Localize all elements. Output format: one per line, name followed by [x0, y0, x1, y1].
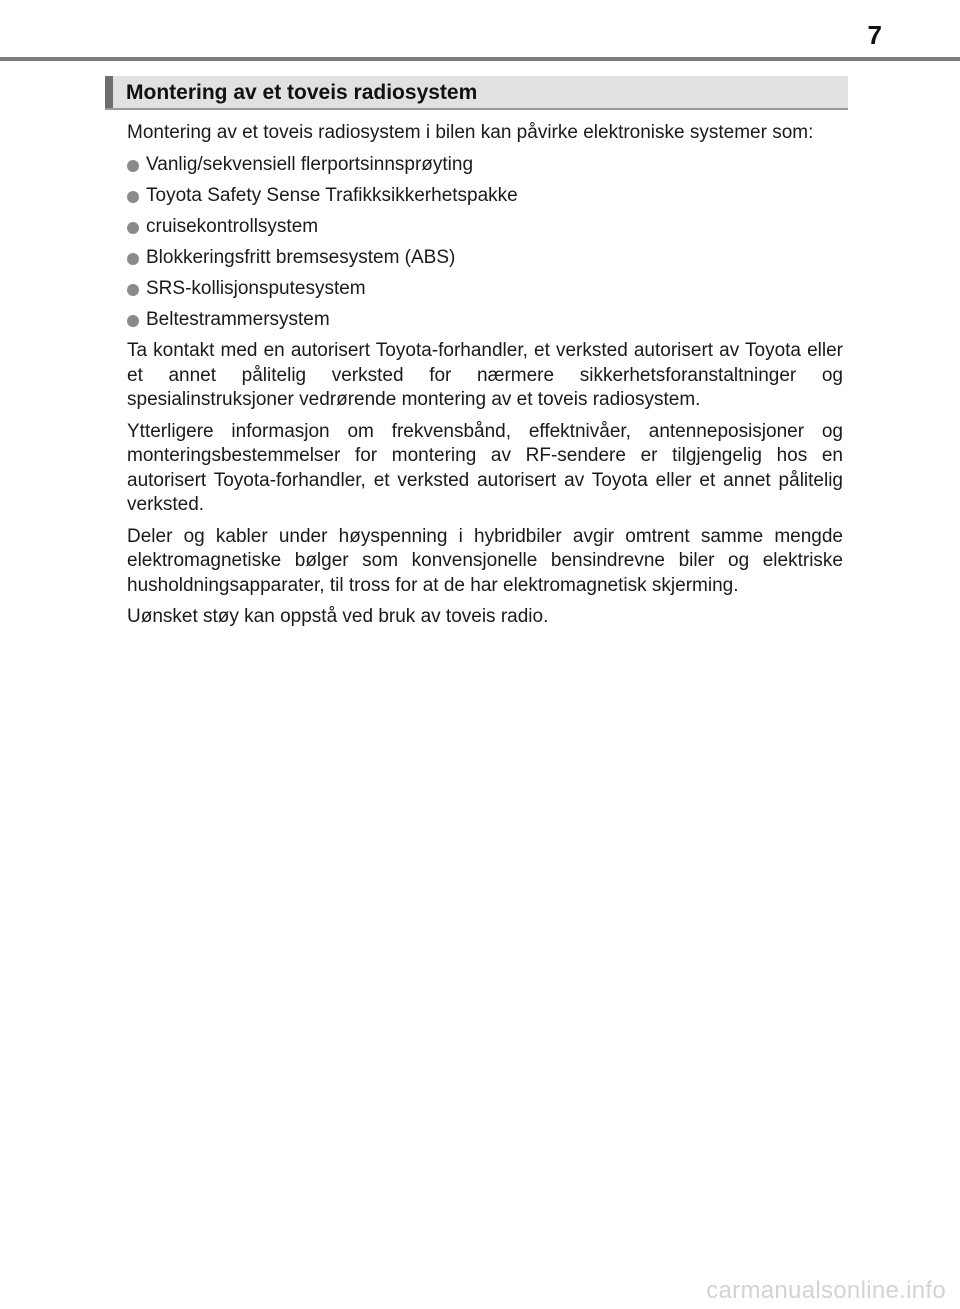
page-number: 7 — [867, 20, 882, 50]
dealer-contact-paragraph: Ta kontakt med en autorisert Toyota-forhandler, et verksted autorisert av Toyota eller et annet pålitelig verksted for nærmere sikkerhetsforanstaltninger og spesialinstruksjoner vedrørende montering av et toveis radiosystem. — [127, 340, 843, 410]
noise-paragraph: Uønsket støy kan oppstå ved bruk av toveis radio. — [127, 606, 549, 627]
body-content — [127, 121, 843, 637]
intro-paragraph: Montering av et toveis radiosystem i bilen kan påvirke elektroniske systemer som: — [127, 122, 814, 143]
bullet-icon — [127, 160, 139, 172]
list-item — [127, 153, 843, 178]
bullet-icon — [127, 222, 139, 234]
list-item — [127, 184, 843, 209]
bullet-icon — [127, 315, 139, 327]
bullet-icon — [127, 284, 139, 296]
section-header — [105, 76, 848, 110]
list-item — [127, 246, 843, 271]
top-rule — [0, 57, 960, 61]
frequency-info-paragraph: Ytterligere informasjon om frekvensbånd, effektnivåer, antenneposisjoner og monteringsbestemmelser for montering av RF-sendere er tilgjengelig hos en autorisert Toyota-forhandler, et verksted autorisert av Toyota eller et annet pålitelig verksted. — [127, 420, 843, 515]
list-item — [127, 277, 843, 302]
bullet-icon — [127, 253, 139, 265]
list-item-text: Blokkeringsfritt bremsesystem (ABS) — [146, 246, 456, 268]
list-item — [127, 308, 843, 333]
list-item-text: Toyota Safety Sense Trafikksikkerhetspakke — [146, 184, 518, 206]
list-item — [127, 215, 843, 240]
section-header-accent-bar — [105, 76, 113, 108]
list-item-text: Vanlig/sekvensiell flerportsinnsprøyting — [146, 153, 474, 175]
bullet-icon — [127, 191, 139, 203]
affected-systems-list — [127, 153, 843, 333]
list-item-text: SRS-kollisjonsputesystem — [146, 277, 366, 299]
list-item-text: Beltestrammersystem — [146, 308, 330, 330]
list-item-text: cruisekontrollsystem — [146, 215, 319, 237]
watermark: carmanualsonline.info — [706, 1277, 946, 1304]
high-voltage-paragraph: Deler og kabler under høyspenning i hybridbiler avgir omtrent samme mengde elektromagnetiske bølger som konvensjonelle bensindrevne biler og elektriske husholdningsapparater, til tross for at de har elektromagnetisk skjerming. — [127, 525, 843, 596]
section-title: Montering av et toveis radiosystem — [126, 81, 478, 104]
